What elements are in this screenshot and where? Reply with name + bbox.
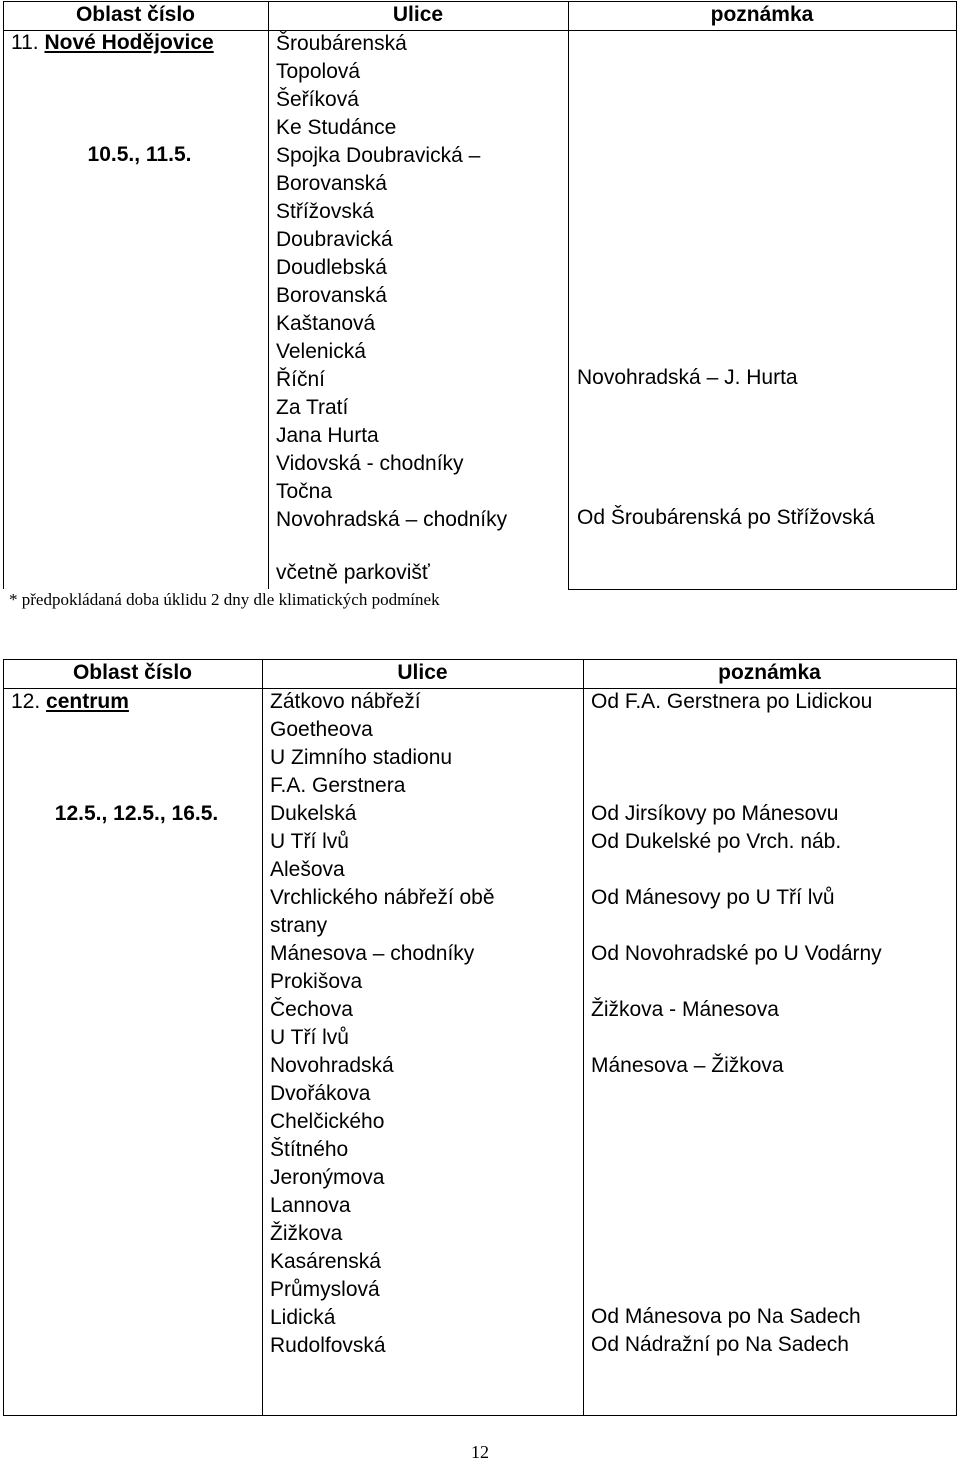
table-1-area-title xyxy=(11,31,214,55)
street-name: Kaštanová xyxy=(276,312,376,335)
table-2-top-border xyxy=(3,659,957,660)
table-1-footnote: * předpokládaná doba úklidu 2 dny dle klimatických podmínek xyxy=(9,590,440,609)
street-name: F.A. Gerstnera xyxy=(270,774,406,797)
street-name: Novohradská xyxy=(270,1054,394,1077)
street-name: Dvořákova xyxy=(270,1082,371,1105)
street-name: Šroubárenská xyxy=(276,32,407,55)
table-1-right-border xyxy=(956,1,957,589)
street-name: Spojka Doubravická – xyxy=(276,144,481,167)
street-name: Mánesova – chodníky xyxy=(270,942,475,965)
street-name: Zátkovo nábřeží xyxy=(270,690,421,713)
street-name: Čechova xyxy=(270,998,353,1021)
table-2-header-area: Oblast číslo xyxy=(72,661,193,684)
street-name: Borovanská xyxy=(276,172,387,195)
table-1-left-border xyxy=(3,1,4,589)
street-name: Prokišova xyxy=(270,970,363,993)
table-2-note: Od Jirsíkovy po Mánesovu xyxy=(591,802,839,825)
street-name: Lidická xyxy=(270,1306,336,1329)
street-name: Štítného xyxy=(270,1138,349,1161)
street-name: Střížovská xyxy=(276,200,375,223)
street-name: strany xyxy=(270,914,328,937)
street-name: Říční xyxy=(276,368,326,391)
table-2-note: Od Mánesovy po U Tří lvů xyxy=(591,886,835,909)
page-number: 12 xyxy=(471,1442,489,1462)
table-2-area-name: centrum xyxy=(46,690,129,713)
table-2-note: Od Nádražní po Na Sadech xyxy=(591,1333,849,1356)
street-name: Točna xyxy=(276,480,333,503)
street-name: Borovanská xyxy=(276,284,387,307)
table-1-bottom-border xyxy=(568,589,957,590)
street-name: Vrchlického nábřeží obě xyxy=(270,886,495,909)
table-1-area-number: 11. xyxy=(11,31,39,54)
street-name: Za Tratí xyxy=(276,396,349,419)
table-1-header-note: poznámka xyxy=(710,3,814,26)
street-name: Průmyslová xyxy=(270,1278,380,1301)
street-name: Dukelská xyxy=(270,802,357,825)
table-1-col-divider-1 xyxy=(268,1,269,589)
street-name: Topolová xyxy=(276,60,361,83)
street-name: Doudlebská xyxy=(276,256,387,279)
street-name: Jana Hurta xyxy=(276,424,379,447)
table-2-streets-list xyxy=(270,688,495,1360)
street-name: Lannova xyxy=(270,1194,351,1217)
table-1-header-area: Oblast číslo xyxy=(75,3,196,26)
table-2-note: Od Novohradské po U Vodárny xyxy=(591,942,882,965)
table-2-col-divider-2 xyxy=(583,659,584,1415)
street-name: Jeronýmova xyxy=(270,1166,385,1189)
street-name: Šeříková xyxy=(276,88,359,111)
street-name: Kasárenská xyxy=(270,1250,381,1273)
table-2-right-border xyxy=(956,659,957,1415)
street-name: U Tří lvů xyxy=(270,830,349,853)
table-2-left-border xyxy=(3,659,4,1415)
table-2-header-note: poznámka xyxy=(718,661,821,684)
table-1-area-name: Nové Hodějovice xyxy=(44,31,214,54)
street-name: Goetheova xyxy=(270,718,373,741)
table-2-col-divider-1 xyxy=(262,659,263,1415)
table-1-top-border xyxy=(3,1,957,2)
street-name: Žižkova xyxy=(270,1222,343,1245)
street-name: Ke Studánce xyxy=(276,116,397,139)
table-1-note-2: Od Šroubárenská po Střížovská xyxy=(577,506,875,529)
table-2-note: Od F.A. Gerstnera po Lidickou xyxy=(591,690,873,713)
table-1-header-streets: Ulice xyxy=(392,3,444,26)
table-1-streets-extra: včetně parkovišť xyxy=(276,561,430,584)
table-2-area-title xyxy=(11,690,129,714)
table-2-note: Žižkova - Mánesova xyxy=(591,998,779,1021)
street-name: Vidovská - chodníky xyxy=(276,452,464,475)
table-2-note: Mánesova – Žižkova xyxy=(591,1054,784,1077)
street-name: Chelčického xyxy=(270,1110,385,1133)
table-1-note-1: Novohradská – J. Hurta xyxy=(577,366,798,389)
street-name: U Tří lvů xyxy=(270,1026,349,1049)
table-2-bottom-border xyxy=(3,1415,957,1416)
table-2-note: Od Dukelské po Vrch. náb. xyxy=(591,830,842,853)
table-2-note: Od Mánesova po Na Sadech xyxy=(591,1305,861,1328)
table-2-header-streets: Ulice xyxy=(397,661,448,684)
street-name: U Zimního stadionu xyxy=(270,746,453,769)
table-1-dates: 10.5., 11.5. xyxy=(87,143,192,166)
street-name: Doubravická xyxy=(276,228,393,251)
street-name: Velenická xyxy=(276,340,366,363)
street-name: Novohradská – chodníky xyxy=(276,508,508,531)
table-1-streets-list xyxy=(276,30,507,534)
table-1-col-divider-2 xyxy=(568,1,569,589)
street-name: Alešova xyxy=(270,858,345,881)
street-name: Rudolfovská xyxy=(270,1334,386,1357)
table-2-dates: 12.5., 12.5., 16.5. xyxy=(54,802,219,825)
table-2-area-number: 12. xyxy=(11,690,41,713)
